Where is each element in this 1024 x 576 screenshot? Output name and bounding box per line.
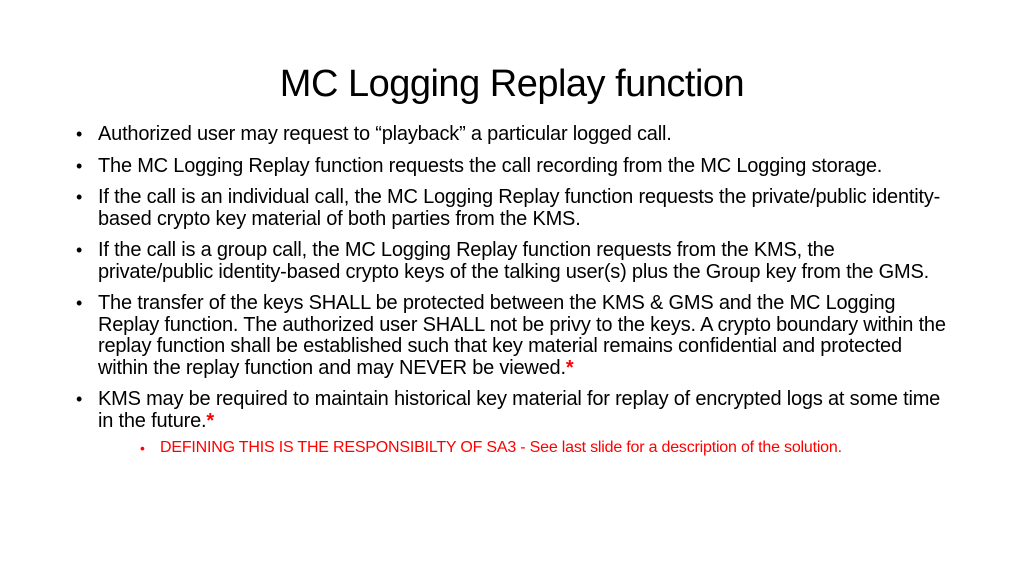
bullet-text: Authorized user may request to “playback” a particular logged call. (98, 123, 672, 145)
bullet-item (74, 240, 954, 283)
asterisk-mark: * (565, 356, 574, 379)
bullet-item (74, 187, 954, 230)
bullet-list (74, 124, 954, 468)
sub-bullet-item (138, 438, 954, 458)
bullet-text: If the call is an individual call, the MC Logging Replay function requests the private/public identity-based crypto key material of both parties from the KMS. (98, 186, 941, 230)
bullet-text: The MC Logging Replay function requests the call recording from the MC Logging storage. (98, 154, 883, 177)
bullet-text: The transfer of the keys SHALL be protected between the KMS & GMS and the MC Logging Replay function. The authorized user SHALL not be privy to the keys. A crypto boundary within the replay function shall be established such that key material remains confidential and protected within the replay function and may NEVER be viewed. (98, 292, 946, 379)
sub-bullet-dot-icon: • (140, 440, 145, 456)
sub-bullet-text: DEFINING THIS IS THE RESPONSIBILTY OF SA3 - See last slide for a description of the solution. (160, 439, 842, 456)
bullet-dot-icon: • (76, 187, 83, 207)
bullet-dot-icon: • (76, 389, 83, 409)
bullet-item (74, 156, 954, 178)
bullet-dot-icon: • (76, 293, 83, 313)
asterisk-mark: * (206, 409, 214, 432)
bullet-dot-icon: • (76, 155, 83, 176)
bullet-item (74, 124, 954, 146)
bullet-text: If the call is a group call, the MC Logging Replay function requests from the KMS, the private/public identity-based crypto keys of the talking user(s) plus the Group key from the GMS. (98, 239, 929, 283)
bullet-text: KMS may be required to maintain historical key material for replay of encrypted logs at some time in the future. (98, 388, 941, 432)
bullet-dot-icon: • (76, 124, 83, 144)
bullet-item (74, 389, 954, 458)
slide-title: MC Logging Replay function (279, 63, 745, 105)
bullet-dot-icon: • (76, 240, 83, 260)
bullet-item (74, 293, 954, 379)
